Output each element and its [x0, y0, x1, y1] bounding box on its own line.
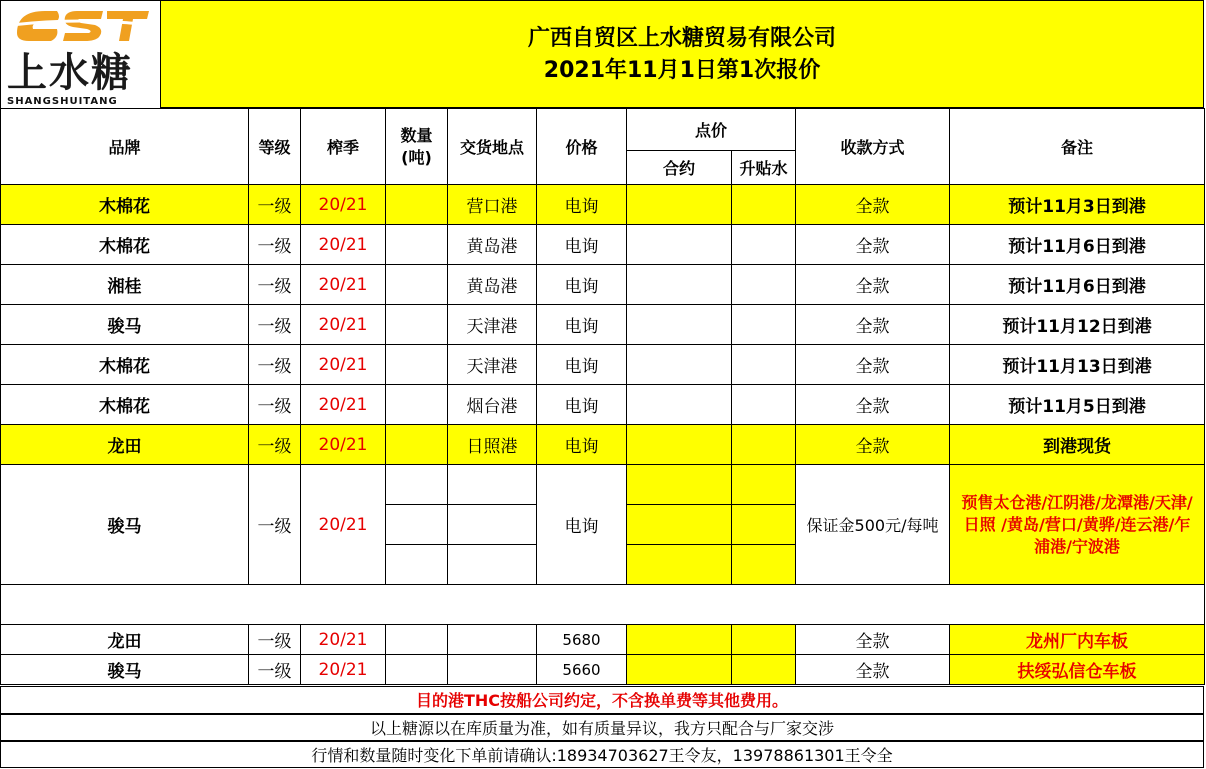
- season-cell: 20/21: [301, 625, 386, 655]
- remark-cell: 预计11月5日到港: [950, 385, 1205, 425]
- col-premium: 升贴水: [732, 151, 796, 185]
- grade-cell: 一级: [249, 305, 301, 345]
- col-points: 点价: [627, 109, 796, 151]
- grade-cell: 一级: [249, 425, 301, 465]
- place-cell: 黄岛港: [448, 265, 537, 305]
- col-brand: 品牌: [1, 109, 249, 185]
- premium-cell[interactable]: [732, 385, 796, 425]
- payment-cell: 全款: [796, 225, 950, 265]
- stock-rows: [1, 185, 1205, 465]
- remark-cell: 预计11月6日到港: [950, 225, 1205, 265]
- table-row: [1, 305, 1205, 345]
- remark-cell: 预计11月13日到港: [950, 345, 1205, 385]
- place-cell: [448, 625, 537, 655]
- logo-english-name: SHANGSHUITANG: [7, 96, 118, 107]
- col-payment: 收款方式: [796, 109, 950, 185]
- place-cell: 营口港: [448, 185, 537, 225]
- presale-premium-cell[interactable]: [732, 505, 796, 545]
- season-cell: 20/21: [301, 425, 386, 465]
- header-band: [0, 0, 1204, 108]
- contract-cell[interactable]: [627, 345, 732, 385]
- premium-cell[interactable]: [732, 265, 796, 305]
- remark-cell: 预计11月6日到港: [950, 265, 1205, 305]
- payment-cell: 全款: [796, 345, 950, 385]
- presale-place-cell[interactable]: [448, 545, 537, 585]
- price-cell: 电询: [537, 345, 627, 385]
- season-cell: 20/21: [301, 185, 386, 225]
- payment-cell: 全款: [796, 385, 950, 425]
- qty-cell[interactable]: [386, 225, 448, 265]
- premium-cell[interactable]: [732, 225, 796, 265]
- place-cell: 天津港: [448, 345, 537, 385]
- price-cell: 5660: [537, 655, 627, 685]
- presale-contract-cell[interactable]: [627, 505, 732, 545]
- qty-cell[interactable]: [386, 655, 448, 685]
- contract-cell[interactable]: [627, 305, 732, 345]
- brand-cell: 龙田: [1, 425, 249, 465]
- presale-row: [1, 465, 1205, 505]
- qty-cell[interactable]: [386, 625, 448, 655]
- season-cell: 20/21: [301, 385, 386, 425]
- contract-cell[interactable]: [627, 185, 732, 225]
- qty-cell[interactable]: [386, 305, 448, 345]
- grade-cell: 一级: [249, 185, 301, 225]
- contract-cell[interactable]: [627, 225, 732, 265]
- table-row: [1, 345, 1205, 385]
- presale-grade: 一级: [249, 465, 301, 585]
- premium-cell[interactable]: [732, 305, 796, 345]
- grade-cell: 一级: [249, 345, 301, 385]
- header-row-1: [1, 109, 1205, 151]
- contract-cell[interactable]: [627, 655, 732, 685]
- brand-cell: 湘桂: [1, 265, 249, 305]
- table-row: [1, 225, 1205, 265]
- payment-cell: 全款: [796, 655, 950, 685]
- season-cell: 20/21: [301, 345, 386, 385]
- grade-cell: 一级: [249, 655, 301, 685]
- presale-payment: 保证金500元/每吨: [796, 465, 950, 585]
- presale-price: 电询: [537, 465, 627, 585]
- brand-cell: 骏马: [1, 305, 249, 345]
- col-grade: 等级: [249, 109, 301, 185]
- quality-note: 以上糖源以在库质量为准，如有质量异议，我方只配合与厂家交涉: [0, 714, 1204, 741]
- brand-cell: 木棉花: [1, 185, 249, 225]
- place-cell: [448, 655, 537, 685]
- payment-cell: 全款: [796, 305, 950, 345]
- table-row: [1, 625, 1205, 655]
- remark-cell: 扶绥弘信仓车板: [950, 655, 1205, 685]
- remark-cell: 龙州厂内车板: [950, 625, 1205, 655]
- price-cell: 电询: [537, 385, 627, 425]
- grade-cell: 一级: [249, 625, 301, 655]
- presale-contract-cell[interactable]: [627, 545, 732, 585]
- company-name: 广西自贸区上水糖贸易有限公司: [527, 26, 836, 51]
- price-cell: 电询: [537, 185, 627, 225]
- qty-cell[interactable]: [386, 385, 448, 425]
- grade-cell: 一级: [249, 385, 301, 425]
- presale-remark: 预售太仓港/江阴港/龙潭港/天津/日照 /黄岛/营口/黄骅/连云港/乍浦港/宁波港: [950, 465, 1205, 585]
- premium-cell[interactable]: [732, 425, 796, 465]
- col-qty: 数量 (吨): [386, 109, 448, 185]
- price-cell: 5680: [537, 625, 627, 655]
- presale-premium-cell[interactable]: [732, 465, 796, 505]
- presale-qty-cell[interactable]: [386, 465, 448, 505]
- brand-cell: 木棉花: [1, 385, 249, 425]
- est-logo-mark-icon: [11, 3, 151, 49]
- table-row: [1, 655, 1205, 685]
- contract-cell[interactable]: [627, 385, 732, 425]
- table-row: [1, 185, 1205, 225]
- logo-chinese-name: 上水糖: [7, 50, 133, 96]
- presale-place-cell[interactable]: [448, 505, 537, 545]
- qty-cell[interactable]: [386, 185, 448, 225]
- col-season: 榨季: [301, 109, 386, 185]
- presale-contract-cell[interactable]: [627, 465, 732, 505]
- spacer-row: [1, 585, 1205, 625]
- season-cell: 20/21: [301, 265, 386, 305]
- col-place: 交货地点: [448, 109, 537, 185]
- payment-cell: 全款: [796, 425, 950, 465]
- table-row: [1, 265, 1205, 305]
- presale-qty-cell[interactable]: [386, 505, 448, 545]
- table-row: [1, 385, 1205, 425]
- contract-cell[interactable]: [627, 625, 732, 655]
- remark-cell: 预计11月3日到港: [950, 185, 1205, 225]
- quote-date: 2021年11月1日第1次报价: [543, 58, 821, 83]
- premium-cell[interactable]: [732, 185, 796, 225]
- payment-cell: 全款: [796, 625, 950, 655]
- spacer-cell: [1, 585, 1205, 625]
- brand-cell: 木棉花: [1, 345, 249, 385]
- contract-cell[interactable]: [627, 265, 732, 305]
- grade-cell: 一级: [249, 225, 301, 265]
- remark-cell: 到港现货: [950, 425, 1205, 465]
- premium-cell[interactable]: [732, 655, 796, 685]
- place-cell: 日照港: [448, 425, 537, 465]
- contact-note: 行情和数量随时变化下单前请确认:18934703627王令友，13978861301王令全: [0, 741, 1204, 768]
- presale-brand: 骏马: [1, 465, 249, 585]
- grade-cell: 一级: [249, 265, 301, 305]
- quote-table: [0, 108, 1205, 685]
- remark-cell: 预计11月12日到港: [950, 305, 1205, 345]
- contract-cell[interactable]: [627, 425, 732, 465]
- qty-cell[interactable]: [386, 265, 448, 305]
- col-remark: 备注: [950, 109, 1205, 185]
- presale-qty-cell[interactable]: [386, 545, 448, 585]
- company-logo: [1, 1, 161, 109]
- brand-cell: 龙田: [1, 625, 249, 655]
- place-cell: 黄岛港: [448, 225, 537, 265]
- premium-cell[interactable]: [732, 625, 796, 655]
- payment-cell: 全款: [796, 265, 950, 305]
- brand-cell: 木棉花: [1, 225, 249, 265]
- season-cell: 20/21: [301, 225, 386, 265]
- place-cell: 烟台港: [448, 385, 537, 425]
- presale-place-cell[interactable]: [448, 465, 537, 505]
- payment-cell: 全款: [796, 185, 950, 225]
- col-price: 价格: [537, 109, 627, 185]
- brand-cell: 骏马: [1, 655, 249, 685]
- price-cell: 电询: [537, 225, 627, 265]
- season-cell: 20/21: [301, 305, 386, 345]
- price-cell: 电询: [537, 265, 627, 305]
- season-cell: 20/21: [301, 655, 386, 685]
- sheet-title: [161, 23, 1203, 87]
- thc-note: 目的港THC按船公司约定，不含换单费等其他费用。: [0, 686, 1204, 714]
- qty-cell[interactable]: [386, 345, 448, 385]
- presale-season: 20/21: [301, 465, 386, 585]
- col-contract: 合约: [627, 151, 732, 185]
- qty-cell[interactable]: [386, 425, 448, 465]
- table-row: [1, 425, 1205, 465]
- factory-rows: [1, 625, 1205, 685]
- place-cell: 天津港: [448, 305, 537, 345]
- premium-cell[interactable]: [732, 345, 796, 385]
- price-cell: 电询: [537, 305, 627, 345]
- price-cell: 电询: [537, 425, 627, 465]
- presale-premium-cell[interactable]: [732, 545, 796, 585]
